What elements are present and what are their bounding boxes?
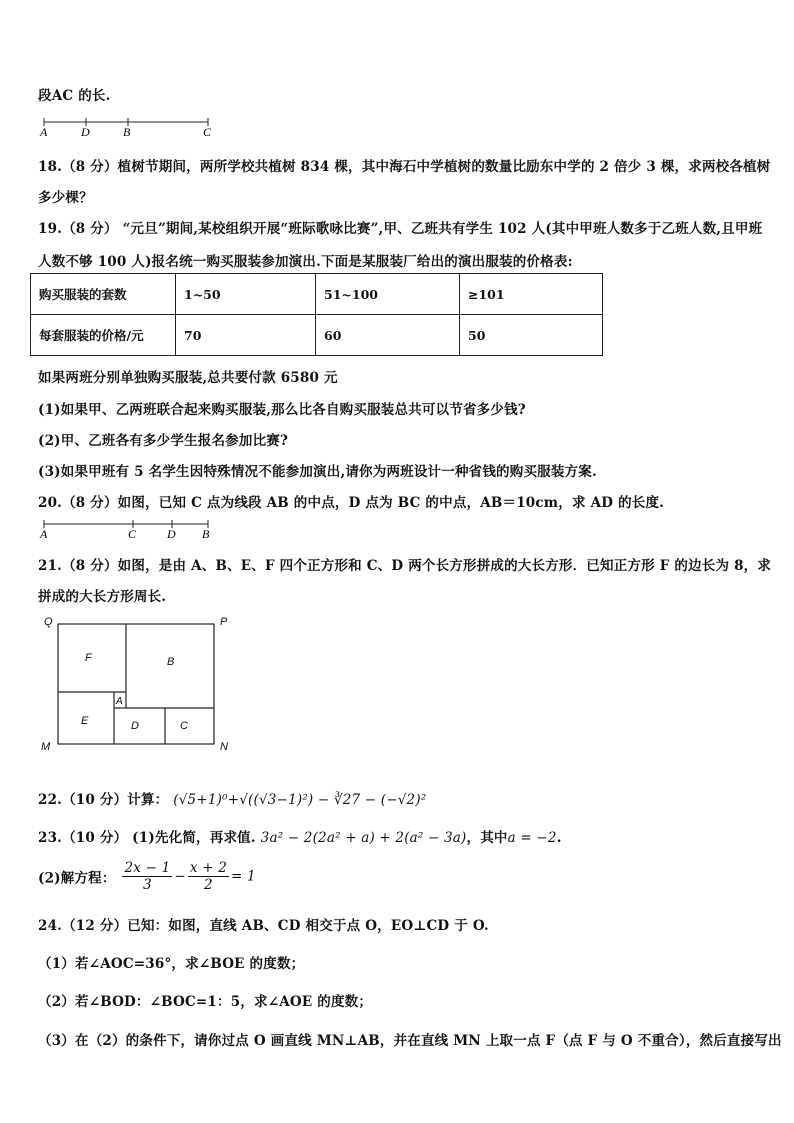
q23-expression: 3a² − 2(2a² + a) + 2(a² − 3a): [260, 830, 467, 846]
q19-sub-3: (3)如果甲班有 5 名学生因特殊情况不能参加演出,请你为两班设计一种省钱的购买服装方案.: [38, 464, 597, 480]
q22-heading: 22.（10 分）计算：: [38, 792, 169, 808]
table-cell: ≥101: [460, 274, 603, 315]
q23-heading: 23.（10 分） (1)先化简，再求值.: [38, 830, 256, 846]
fraction-1-denominator: 3: [143, 877, 152, 893]
rect-c-label: C: [180, 720, 188, 732]
q18-line-2: 多少棵？: [38, 190, 93, 206]
q21-line-1: 21.（8 分）如图，是由 A、B、E、F 四个正方形和 C、D 两个长方形拼成的大长方形．已知正方形 F 的边长为 8，求: [38, 558, 772, 574]
figure-20-segment: [36, 518, 216, 542]
vertex-m-label: M: [41, 741, 51, 752]
fraction-2: [188, 860, 229, 893]
table-row: [31, 274, 603, 315]
equation-rhs: = 1: [231, 868, 256, 885]
table-cell: 购买服装的套数: [31, 274, 176, 315]
q24-sub-1: （1）若∠AOC=36°，求∠BOE 的度数；: [38, 956, 305, 972]
point-d-label: D: [81, 125, 90, 139]
price-table: [30, 273, 603, 356]
point-b-label: B: [202, 527, 210, 541]
q19-sub-1: (1)如果甲、乙两班联合起来购买服装,那么比各自购买服装总共可以节省多少钱?: [38, 402, 526, 418]
vertex-p-label: P: [220, 616, 228, 628]
q23-sub2-heading: (2)解方程：: [38, 870, 116, 887]
q19-line-3: 如果两班分别单独购买服装,总共要付款 6580 元: [38, 370, 338, 386]
q23-where: ，其中: [466, 830, 508, 846]
rect-d-label: D: [131, 720, 139, 732]
q17-text: 段AC 的长.: [38, 88, 111, 104]
q24-sub-2: （2）若∠BOD：∠BOC=1：5，求∠AOE 的度数；: [38, 994, 373, 1010]
q21-line-2: 拼成的大长方形周长.: [38, 589, 167, 605]
square-a-label: A: [116, 696, 123, 707]
q22-line: [38, 788, 426, 808]
vertex-n-label: N: [220, 741, 228, 752]
q19-sub-2: (2)甲、乙班各有多少学生报名参加比赛?: [38, 433, 289, 449]
point-c-label: C: [128, 527, 137, 541]
point-a-label: A: [40, 527, 48, 541]
q20-text: 20.（8 分）如图，已知 C 点为线段 AB 的中点，D 点为 BC 的中点，AB＝10cm，求 AD 的长度.: [38, 495, 665, 511]
q23-line-2: (2)解方程： $\frac{2x - 1}{3}$ − $\frac{x + 2}{2}$ = 1: [38, 860, 256, 893]
square-e-label: E: [81, 715, 89, 727]
table-cell: 60: [316, 315, 460, 356]
fraction-1-numerator: 2x − 1: [124, 860, 171, 876]
q19-line-2: 人数不够 100 人)报名统一购买服装参加演出.下面是某服装厂给出的演出服装的价格表:: [38, 254, 573, 270]
fraction-1: [122, 860, 172, 893]
square-f-label: F: [85, 652, 92, 664]
q23-value: a = −2: [507, 830, 557, 846]
fraction-2-denominator: 2: [204, 877, 213, 893]
point-d-label: D: [167, 527, 176, 541]
point-b-label: B: [123, 125, 131, 139]
point-c-label: C: [203, 125, 212, 139]
table-cell: 1~50: [176, 274, 316, 315]
table-cell: 51~100: [316, 274, 460, 315]
q24-sub-3: （3）在（2）的条件下，请你过点 O 画直线 MN⊥AB，并在直线 MN 上取一点 F（点 F 与 O 不重合），然后直接写出: [38, 1033, 782, 1049]
q19-line-1: 19.（8 分） “元旦”期间,某校组织开展“班际歌咏比赛”,甲、乙班共有学生 102 人(其中甲班人数多于乙班人数,且甲班: [38, 221, 763, 237]
vertex-q-label: Q: [44, 616, 53, 628]
q22-expression: (√5+1)⁰+√((√3−1)²) − ∛27 − (−√2)²: [173, 792, 427, 808]
table-row: [31, 315, 603, 356]
table-cell: 70: [176, 315, 316, 356]
q18-line-1: 18.（8 分）植树节期间，两所学校共植树 834 棵，其中海石中学植树的数量比励东中学的 2 倍少 3 棵，求两校各植树: [38, 159, 771, 175]
square-b-label: B: [167, 656, 175, 668]
q24-text: 24.（12 分）已知：如图，直线 AB、CD 相交于点 O，EO⊥CD 于 O.: [38, 918, 489, 934]
table-cell: 50: [460, 315, 603, 356]
figure-17-segment: [36, 116, 216, 140]
fraction-2-numerator: x + 2: [189, 860, 227, 876]
table-cell: 每套服装的价格/元: [31, 315, 176, 356]
figure-21-rectangle: [36, 612, 236, 752]
q23-line-1: 23.（10 分） (1)先化简，再求值. 3a² − 2(2a² + a) + 2(a² − 3a)，其中a = −2.: [38, 830, 562, 846]
point-a-label: A: [40, 125, 48, 139]
